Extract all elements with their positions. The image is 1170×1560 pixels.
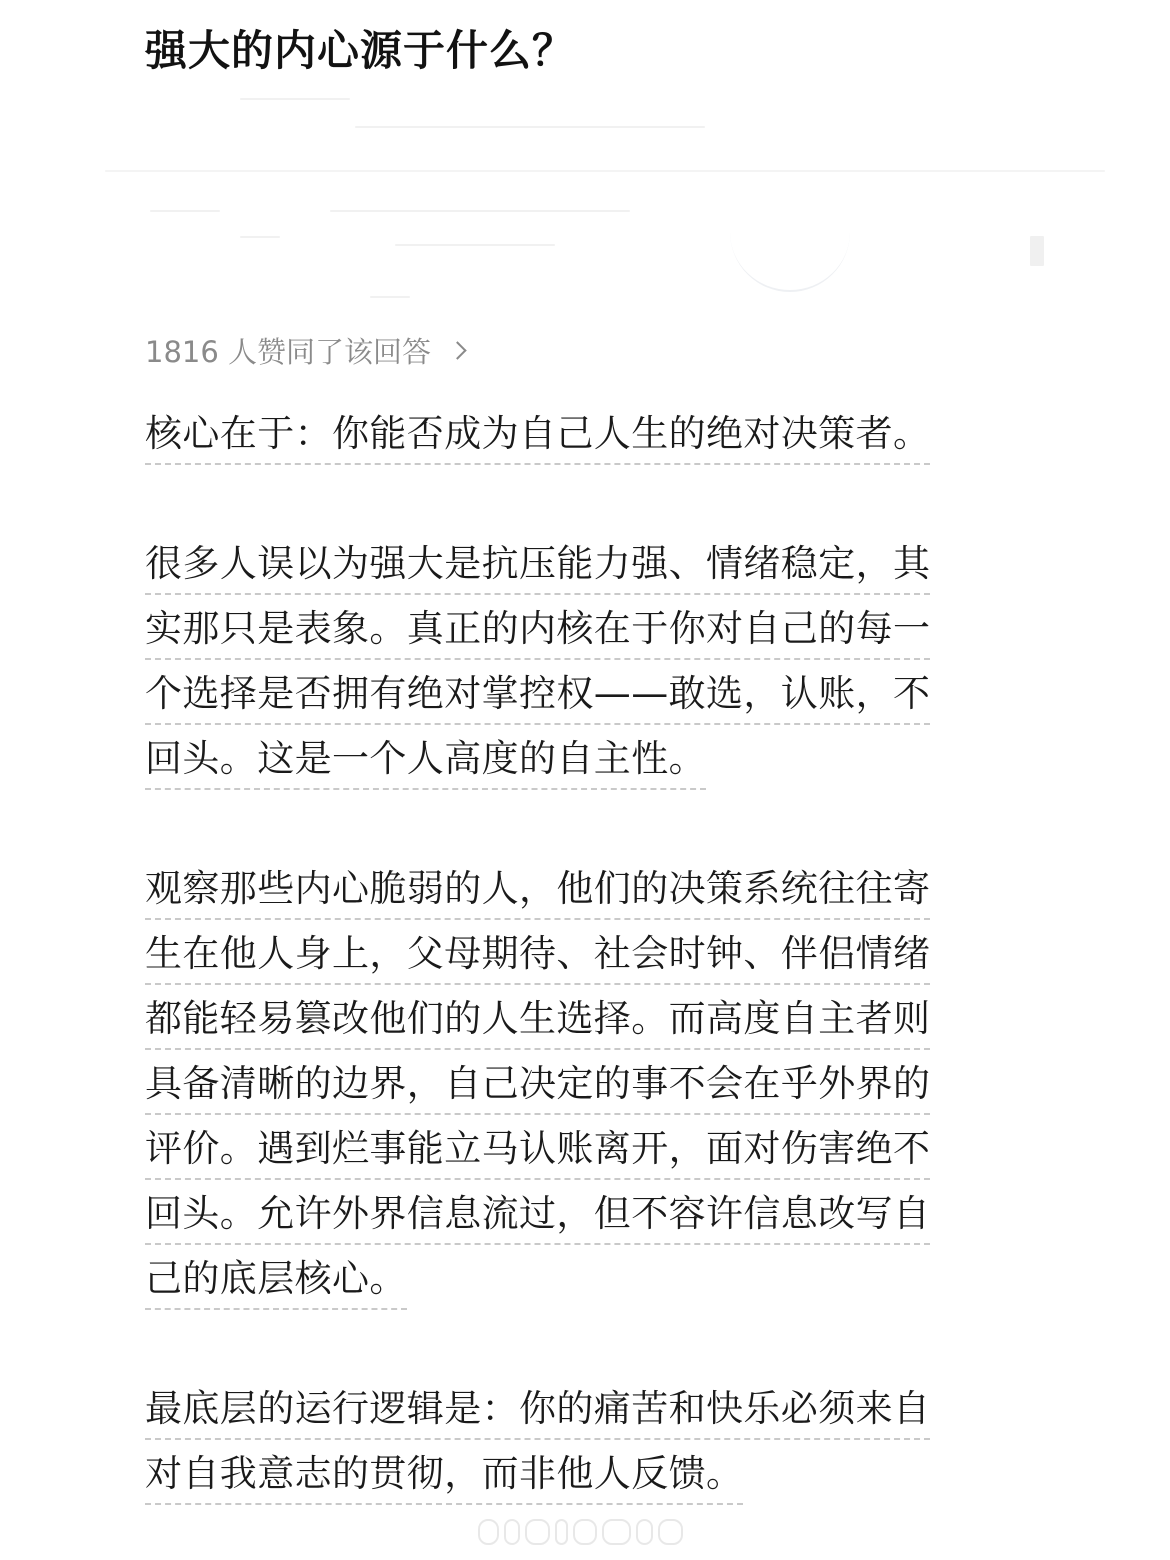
vote-count-text: 1816 人赞同了该回答	[145, 335, 432, 369]
answer-paragraph	[145, 402, 1025, 467]
answer-line: 评价。遇到烂事能立马认账离开，面对伤害绝不	[145, 1120, 930, 1180]
answer-line: 具备清晰的边界，自己决定的事不会在乎外界的	[145, 1055, 930, 1115]
answer-line: 最底层的运行逻辑是：你的痛苦和快乐必须来自	[145, 1380, 930, 1440]
answer-paragraph	[145, 857, 1025, 1312]
answer-paragraph	[145, 1377, 1025, 1507]
answer-line: 回头。允许外界信息流过，但不容许信息改写自	[145, 1185, 930, 1245]
answer-line: 生在他人身上，父母期待、社会时钟、伴侣情绪	[145, 925, 930, 985]
answer-line: 观察那些内心脆弱的人，他们的决策系统往往寄	[145, 860, 930, 920]
vote-count[interactable]	[145, 330, 464, 371]
chevron-right-icon	[448, 341, 466, 359]
answer-line: 都能轻易篡改他们的人生选择。而高度自主者则	[145, 990, 930, 1050]
answer-line: 对自我意志的贯彻，而非他人反馈。	[145, 1445, 743, 1505]
answer-line: 很多人误以为强大是抗压能力强、情绪稳定，其	[145, 535, 930, 595]
answer-line: 核心在于：你能否成为自己人生的绝对决策者。	[145, 405, 930, 465]
answer-line: 个选择是否拥有绝对掌控权——敢选，认账，不	[145, 665, 930, 725]
answer-line: 回头。这是一个人高度的自主性。	[145, 730, 706, 790]
answer-line: 己的底层核心。	[145, 1250, 407, 1310]
watermark	[478, 1516, 683, 1548]
question-title[interactable]: 强大的内心源于什么？	[145, 26, 576, 75]
answer-body	[145, 402, 1025, 1507]
answer-line: 实那只是表象。真正的内核在于你对自己的每一	[145, 600, 930, 660]
answer-paragraph	[145, 532, 1025, 792]
